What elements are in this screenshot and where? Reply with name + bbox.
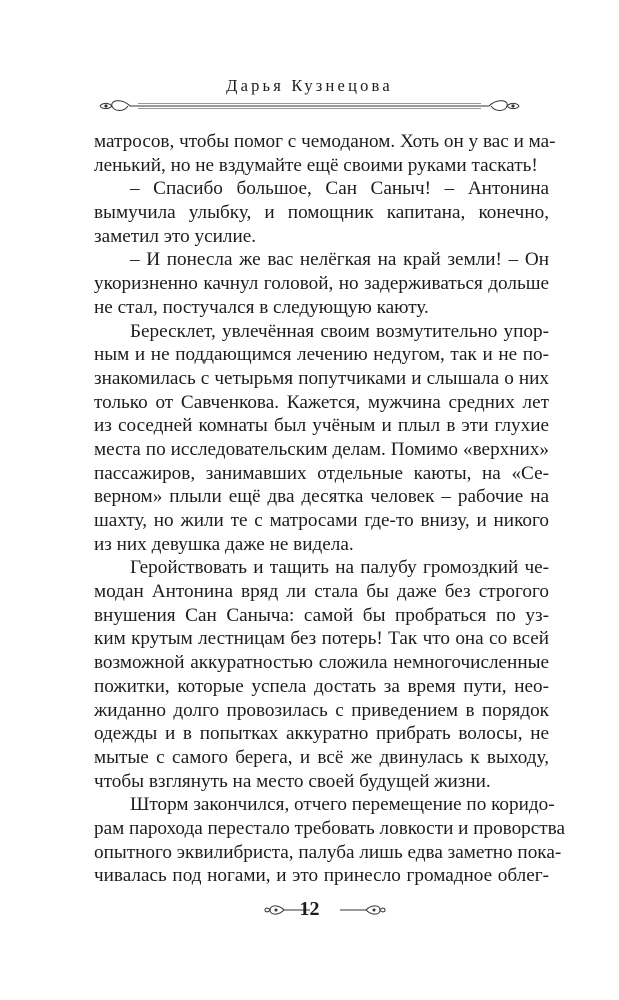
text-line: Шторм закончился, отчего перемещение по коридо- <box>130 794 555 816</box>
text-line: пожитки, которые успела достать за время пути, нео- <box>94 675 549 697</box>
text-line: из соседней комнаты был учёным и плыл в эти глухие <box>94 415 549 437</box>
text-line: – Спасибо большое, Сан Саныч! – Антонина <box>130 178 549 200</box>
text-line: внушения Сан Саныча: самой бы пробраться по уз- <box>94 604 549 626</box>
text-line: пассажиров, занимавших отдельные каюты, на «Се- <box>94 462 549 484</box>
text-line: чтобы взглянуть на место своей будущей жизни. <box>94 770 491 792</box>
text-line: рам парохода перестало требовать ловкости и проворства <box>94 817 566 839</box>
footer-ornament-right <box>338 903 386 917</box>
text-line: ленький, но не вздумайте ещё своими руками таскать! <box>94 154 538 176</box>
page-number: 12 <box>299 898 320 920</box>
text-line: заметил это усилие. <box>94 225 257 247</box>
text-line: только от Савченкова. Кажется, мужчина средних лет <box>94 391 549 413</box>
text-line: жиданно долго провозилась с приведением в порядок <box>94 699 549 721</box>
text-line: знакомилась с четырьмя попутчиками и слышала о них <box>94 367 549 389</box>
text-line: модан Антонина вряд ли стала бы даже без строгого <box>94 581 549 603</box>
text-line: вымучила улыбку, и помощник капитана, конечно, <box>94 202 549 224</box>
text-line: из них девушка даже не видела. <box>94 533 354 555</box>
text-line: чивалась под ногами, и это принесло громадное облег- <box>94 865 549 887</box>
header-ornament-divider <box>98 98 521 114</box>
text-line: шахту, но жили те с матросами где-то внизу, и никого <box>94 510 549 531</box>
text-line: матросов, чтобы помог с чемоданом. Хоть он у вас и ма- <box>94 131 556 152</box>
text-line: мытые с самого берега, и всё же двинулась к выходу, <box>94 746 549 768</box>
running-head-author: Дарья Кузнецова <box>226 76 393 95</box>
page-footer <box>0 897 619 923</box>
text-line: ным и не поддающимся лечению недугом, так и не по- <box>94 344 549 366</box>
text-line: места по исследовательским делам. Помимо «верхних» <box>94 438 549 460</box>
text-line: возможной аккуратностью сложила немногочисленные <box>94 652 549 674</box>
text-line: опытного эквилибриста, палуба лишь едва заметно пока- <box>94 841 562 863</box>
text-line: – И понесла же вас нелёгкая на край земли! – Он <box>130 249 549 271</box>
text-line: ким крутым лестницам без потерь! Так что она со всей <box>94 628 549 650</box>
text-line: Бересклет, увлечённая своим возмутительно упор- <box>130 320 549 342</box>
text-line: верном» плыли ещё два десятка человек – рабочие на <box>94 486 549 508</box>
text-line: не стал, постучался в следующую каюту. <box>94 296 429 318</box>
text-line: Геройствовать и тащить на палубу громоздкий че- <box>130 557 549 579</box>
text-line: укоризненно качнул головой, но задерживаться дольше <box>94 273 549 295</box>
text-line: одежды и в попытках аккуратно прибрать волосы, не <box>94 723 549 745</box>
body-text <box>94 130 566 888</box>
